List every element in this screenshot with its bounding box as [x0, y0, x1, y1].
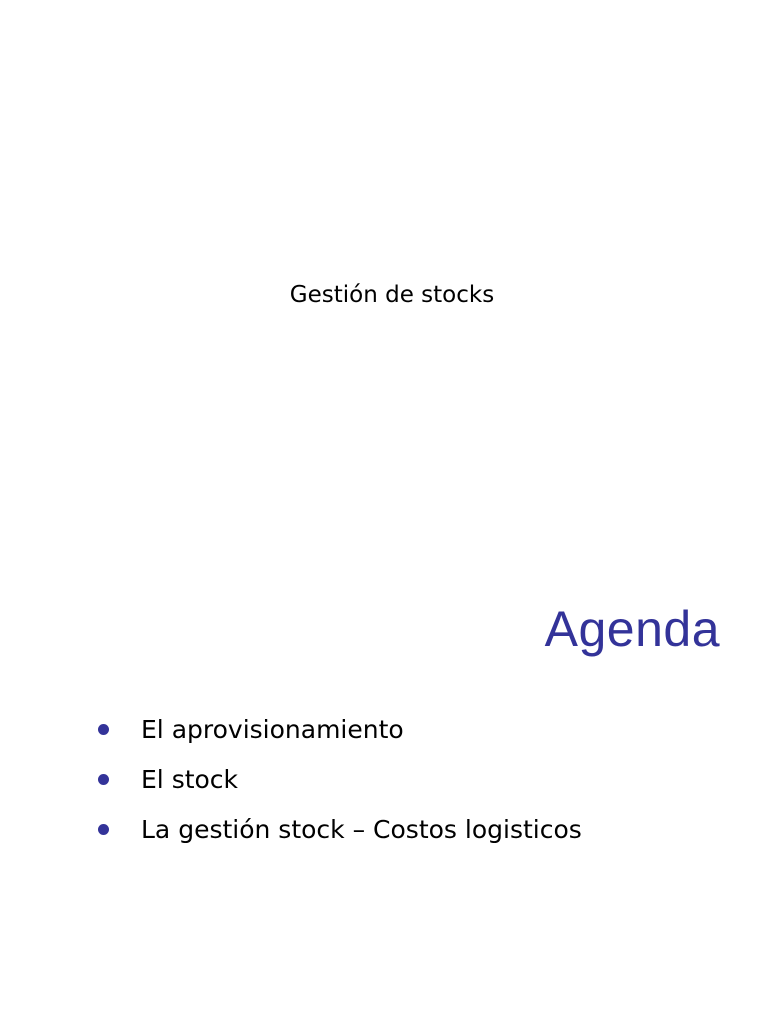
presentation-title: Gestión de stocks	[289, 282, 495, 308]
bullet-dot-icon	[98, 774, 109, 785]
bullet-dot-icon	[98, 724, 109, 735]
agenda-item-label: El aprovisionamiento	[141, 714, 404, 744]
agenda-item-gestion-stock	[98, 804, 582, 854]
agenda-item-label: El stock	[141, 764, 239, 794]
agenda-item-stock	[98, 754, 582, 804]
agenda-list	[98, 704, 582, 854]
agenda-item-label: La gestión stock – Costos logisticos	[141, 814, 582, 844]
agenda-item-aprovisionamiento	[98, 704, 582, 754]
agenda-heading: Agenda	[544, 601, 720, 657]
bullet-dot-icon	[98, 824, 109, 835]
